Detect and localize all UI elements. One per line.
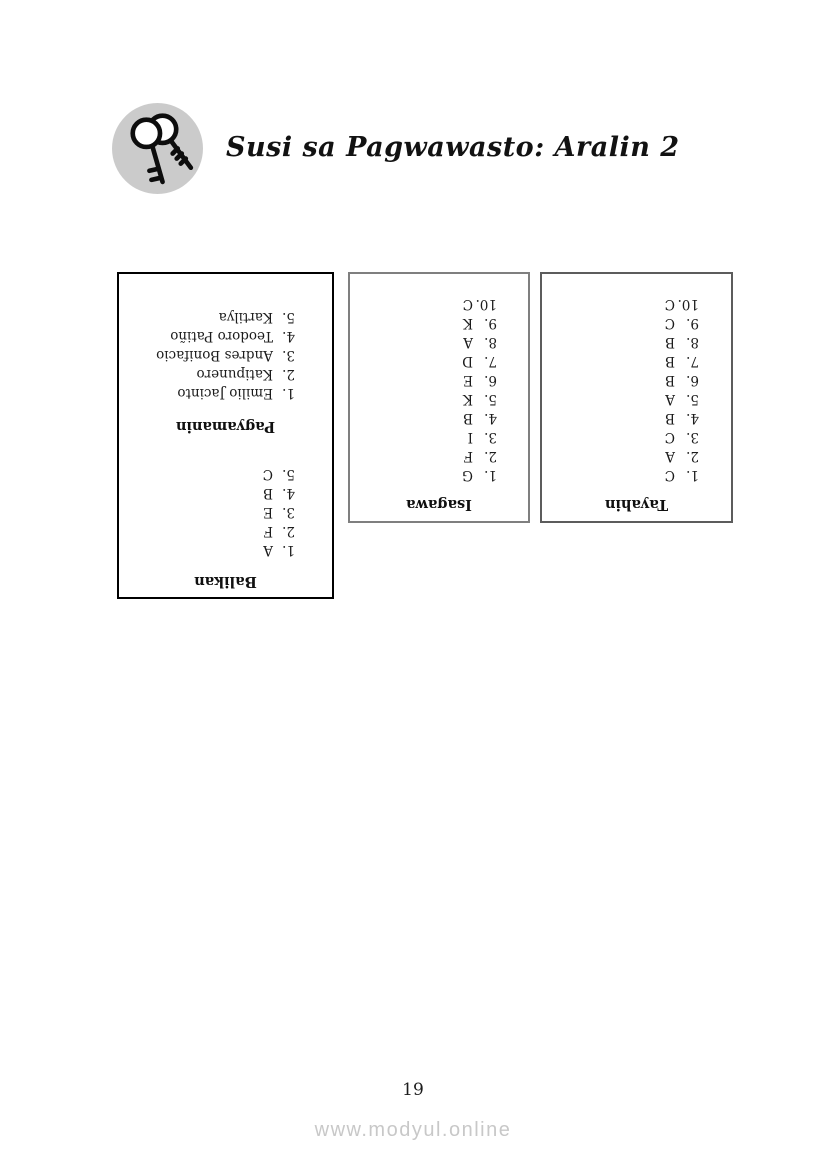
item-number: 6.	[686, 372, 699, 388]
item-number: 1.	[484, 467, 497, 483]
item-answer: B	[665, 372, 675, 388]
page-title: Susi sa Pagwawasto: Aralin 2	[226, 132, 680, 163]
item-answer: Katipunero	[196, 366, 273, 382]
item-number: 7.	[686, 353, 699, 369]
answer-item	[542, 427, 699, 446]
rotated-content	[350, 274, 528, 521]
answer-list	[119, 464, 332, 559]
item-number: 1.	[686, 467, 699, 483]
item-number: 2.	[484, 448, 497, 464]
item-answer: C	[664, 467, 675, 483]
item-answer: B	[463, 410, 473, 426]
item-number: 4.	[282, 328, 295, 344]
answer-section	[119, 464, 332, 589]
item-number: 9.	[484, 315, 497, 331]
item-number: 10.	[677, 296, 699, 312]
rotated-content	[119, 274, 332, 597]
answer-section	[350, 294, 528, 512]
answer-item	[542, 370, 699, 389]
item-answer: E	[263, 504, 273, 520]
page-number: 19	[402, 1080, 424, 1100]
answer-item	[119, 326, 295, 345]
item-answer: Kartilya	[218, 309, 273, 325]
item-number: 3.	[282, 504, 295, 520]
item-number: 2.	[282, 366, 295, 382]
answer-item	[119, 483, 295, 502]
item-number: 4.	[484, 410, 497, 426]
item-number: 6.	[484, 372, 497, 388]
item-answer: Andres Bonifacio	[156, 347, 273, 363]
item-answer: E	[463, 372, 473, 388]
item-answer: Teodoro Patiño	[170, 328, 273, 344]
answer-item	[350, 427, 497, 446]
answer-item	[119, 521, 295, 540]
item-answer: C	[664, 315, 675, 331]
answer-item	[119, 464, 295, 483]
answer-item	[350, 313, 497, 332]
answer-item	[542, 313, 699, 332]
answer-item	[542, 389, 699, 408]
item-answer: B	[665, 353, 675, 369]
answer-item	[119, 307, 295, 326]
answer-item	[119, 502, 295, 521]
section-heading: Pagyamanin	[175, 418, 276, 435]
answer-box-balikan-pagyamanin	[117, 272, 334, 599]
section-heading: Balikan	[194, 573, 257, 590]
answer-list	[350, 294, 528, 484]
item-answer: A	[263, 542, 273, 558]
item-number: 9.	[686, 315, 699, 331]
answer-item	[542, 408, 699, 427]
watermark: www.modyul.online	[314, 1119, 512, 1141]
item-answer: C	[462, 296, 473, 312]
answer-item	[119, 383, 295, 402]
item-number: 7.	[484, 353, 497, 369]
item-answer: A	[463, 334, 473, 350]
answer-list	[542, 294, 731, 484]
item-answer: B	[665, 334, 675, 350]
answer-item	[350, 294, 497, 313]
item-number: 3.	[282, 347, 295, 363]
item-answer: C	[262, 466, 273, 482]
answer-item	[119, 345, 295, 364]
answer-item	[350, 389, 497, 408]
item-answer: F	[263, 523, 273, 539]
section-heading: Tayahin	[604, 496, 669, 513]
answer-item	[350, 408, 497, 427]
item-number: 4.	[686, 410, 699, 426]
item-answer: A	[665, 448, 675, 464]
answer-section	[119, 307, 332, 434]
answer-item	[350, 332, 497, 351]
item-number: 8.	[484, 334, 497, 350]
answer-section	[542, 294, 731, 512]
answer-item	[119, 540, 295, 559]
item-number: 5.	[282, 309, 295, 325]
answer-item	[542, 332, 699, 351]
answer-box-tayahin	[540, 272, 733, 523]
item-answer: B	[263, 485, 273, 501]
keys-icon	[111, 102, 204, 195]
answer-item	[542, 465, 699, 484]
item-answer: C	[664, 429, 675, 445]
section-heading: Isagawa	[406, 496, 472, 513]
item-number: 2.	[686, 448, 699, 464]
item-answer: C	[664, 296, 675, 312]
item-number: 5.	[686, 391, 699, 407]
item-answer: I	[467, 429, 473, 445]
item-number: 8.	[686, 334, 699, 350]
item-answer: A	[665, 391, 675, 407]
answer-item	[542, 446, 699, 465]
item-answer: G	[462, 467, 473, 483]
item-answer: Emilio Jacinto	[177, 385, 273, 401]
item-answer: K	[462, 391, 473, 407]
item-number: 5.	[282, 466, 295, 482]
keys-icon-graphic	[111, 102, 204, 195]
item-number: 1.	[282, 542, 295, 558]
answer-item	[350, 351, 497, 370]
item-number: 5.	[484, 391, 497, 407]
answer-item	[542, 294, 699, 313]
item-number: 3.	[686, 429, 699, 445]
answer-item	[350, 370, 497, 389]
item-answer: B	[665, 410, 675, 426]
rotated-content	[542, 274, 731, 521]
item-number: 2.	[282, 523, 295, 539]
answer-list	[119, 307, 332, 402]
item-number: 1.	[282, 385, 295, 401]
item-number: 4.	[282, 485, 295, 501]
item-number: 10.	[475, 296, 497, 312]
item-number: 3.	[484, 429, 497, 445]
answer-item	[119, 364, 295, 383]
item-answer: K	[462, 315, 473, 331]
item-answer: D	[462, 353, 473, 369]
item-answer: F	[463, 448, 473, 464]
answer-box-isagawa	[348, 272, 530, 523]
answer-item	[350, 446, 497, 465]
answer-item	[542, 351, 699, 370]
answer-item	[350, 465, 497, 484]
